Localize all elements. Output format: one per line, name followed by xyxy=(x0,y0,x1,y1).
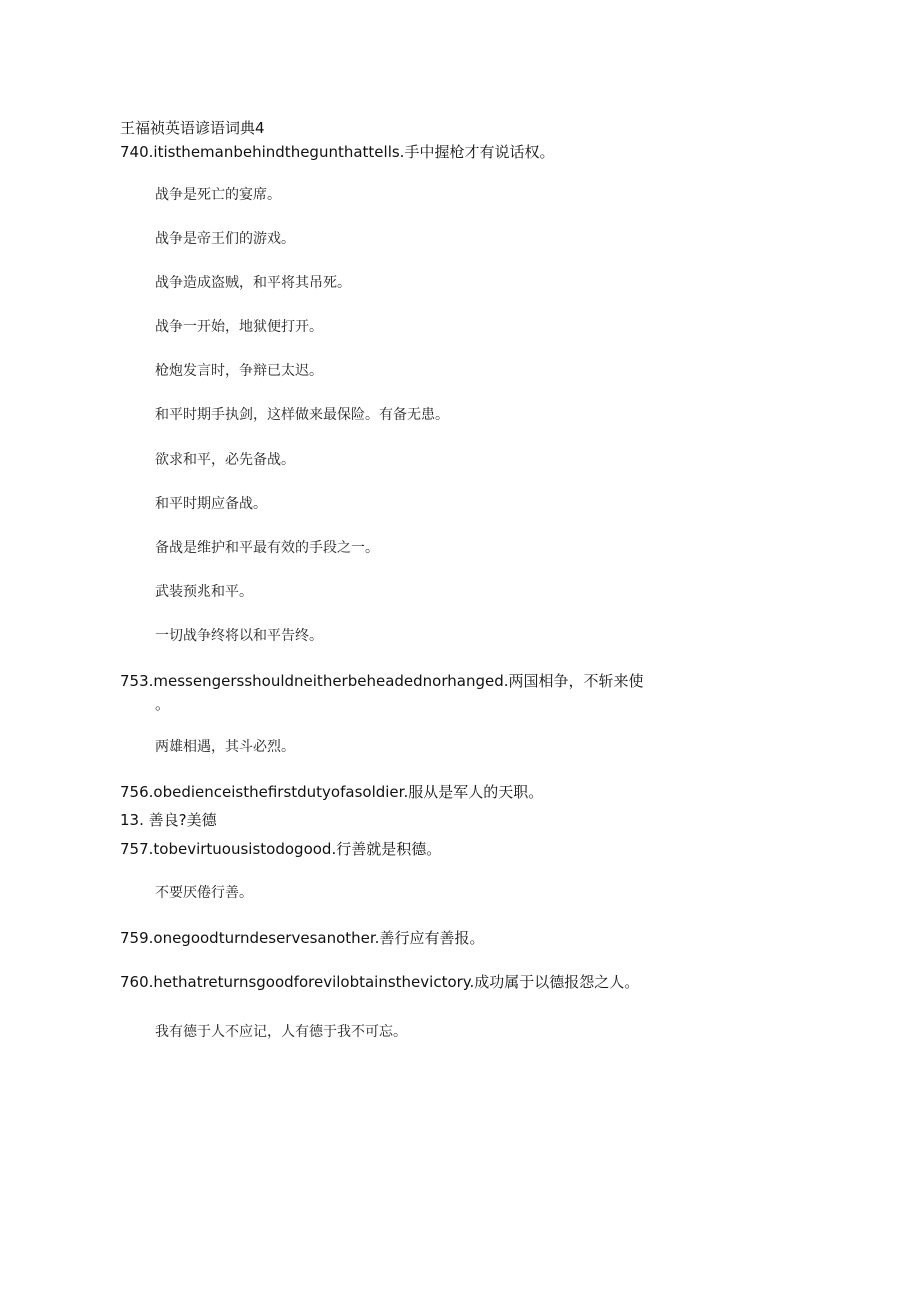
entry-740-note-6: 和平时期手执剑，这样做来最保险。有备无患。 xyxy=(155,407,449,423)
entry-756: 756.obedienceisthefirstdutyofasoldier.服从是军人的天职。 xyxy=(120,783,544,801)
entry-740-note-1: 战争是死亡的宴席。 xyxy=(155,187,281,203)
entry-757-note: 不要厌倦行善。 xyxy=(155,885,253,901)
entry-760: 760.hethatreturnsgoodforevilobtainsthevictory.成功属于以德报怨之人。 xyxy=(120,973,640,991)
entry-740-note-3: 战争造成盗贼，和平将其吊死。 xyxy=(155,275,351,291)
entry-740: 740.itisthemanbehindthegunthattells.手中握枪才有说话权。 xyxy=(120,143,555,161)
entry-740-note-2: 战争是帝王们的游戏。 xyxy=(155,231,295,247)
entry-753-note: 两雄相遇，其斗必烈。 xyxy=(155,739,295,755)
entry-753-line-2: 。 xyxy=(155,695,171,713)
entry-740-note-4: 战争一开始，地狱便打开。 xyxy=(155,319,323,335)
section-13-heading: 13. 善良?美德 xyxy=(120,811,217,829)
entry-740-note-11: 一切战争终将以和平告终。 xyxy=(155,628,323,644)
entry-759: 759.onegoodturndeservesanother.善行应有善报。 xyxy=(120,929,485,947)
entry-757: 757.tobevirtuousistodogood.行善就是积德。 xyxy=(120,840,442,858)
entry-740-note-10: 武装预兆和平。 xyxy=(155,584,253,600)
entry-760-note: 我有德于人不应记，人有德于我不可忘。 xyxy=(155,1024,407,1040)
entry-740-note-7: 欲求和平，必先备战。 xyxy=(155,452,295,468)
entry-740-note-8: 和平时期应备战。 xyxy=(155,496,267,512)
entry-753-line-1: 753.messengersshouldneitherbeheadednorhanged.两国相争，不斩来使 xyxy=(120,672,644,690)
document-title: 王福祯英语谚语词典4 xyxy=(120,119,265,137)
entry-740-note-9: 备战是维护和平最有效的手段之一。 xyxy=(155,540,379,556)
entry-740-note-5: 枪炮发言时，争辩已太迟。 xyxy=(155,363,323,379)
